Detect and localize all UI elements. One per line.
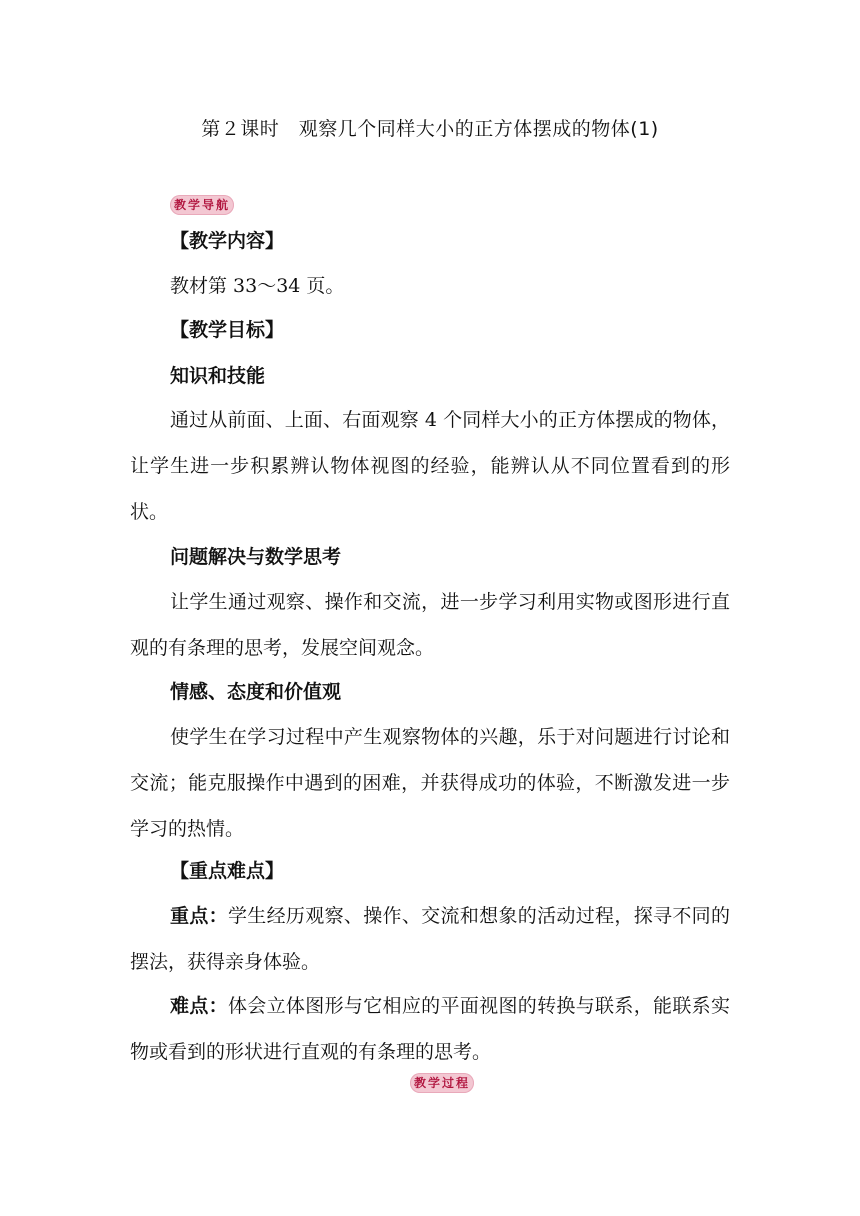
key-point-text: 学生经历观察、操作、交流和想象的活动过程，探寻不同的摆法，获得亲身体验。 (130, 905, 730, 973)
content-heading: 【教学内容】 (170, 230, 285, 252)
difficulty-text: 体会立体图形与它相应的平面视图的转换与联系，能联系实物或看到的形状进行直观的有条理的思考。 (130, 995, 730, 1063)
knowledge-heading: 知识和技能 (170, 365, 266, 387)
teaching-guide-badge: 教学导航 (170, 195, 234, 215)
key-points-heading: 【重点难点】 (170, 860, 285, 882)
teaching-process-badge: 教学过程 (410, 1073, 474, 1093)
page-title: 第２课时 观察几个同样大小的正方体摆成的物体(1) (201, 118, 659, 140)
key-point-paragraph (130, 893, 730, 985)
thinking-paragraph: 让学生通过观察、操作和交流，进一步学习利用实物或图形进行直观的有条理的思考，发展空间观念。 (130, 591, 730, 659)
key-point-label: 重点： (170, 905, 228, 927)
knowledge-paragraph: 通过从前面、上面、右面观察 4 个同样大小的正方体摆成的物体，让学生进一步积累辨认物体视图的经验，能辨认从不同位置看到的形状。 (130, 409, 730, 523)
emotion-heading: 情感、态度和价值观 (170, 681, 342, 703)
goals-heading: 【教学目标】 (170, 319, 285, 341)
difficulty-label: 难点： (170, 995, 228, 1017)
content-text: 教材第 33～34 页。 (170, 275, 345, 297)
thinking-heading: 问题解决与数学思考 (170, 546, 342, 568)
emotion-paragraph: 使学生在学习过程中产生观察物体的兴趣，乐于对问题进行讨论和交流；能克服操作中遇到的困难，并获得成功的体验，不断激发进一步学习的热情。 (130, 726, 730, 840)
difficulty-paragraph (130, 983, 730, 1075)
